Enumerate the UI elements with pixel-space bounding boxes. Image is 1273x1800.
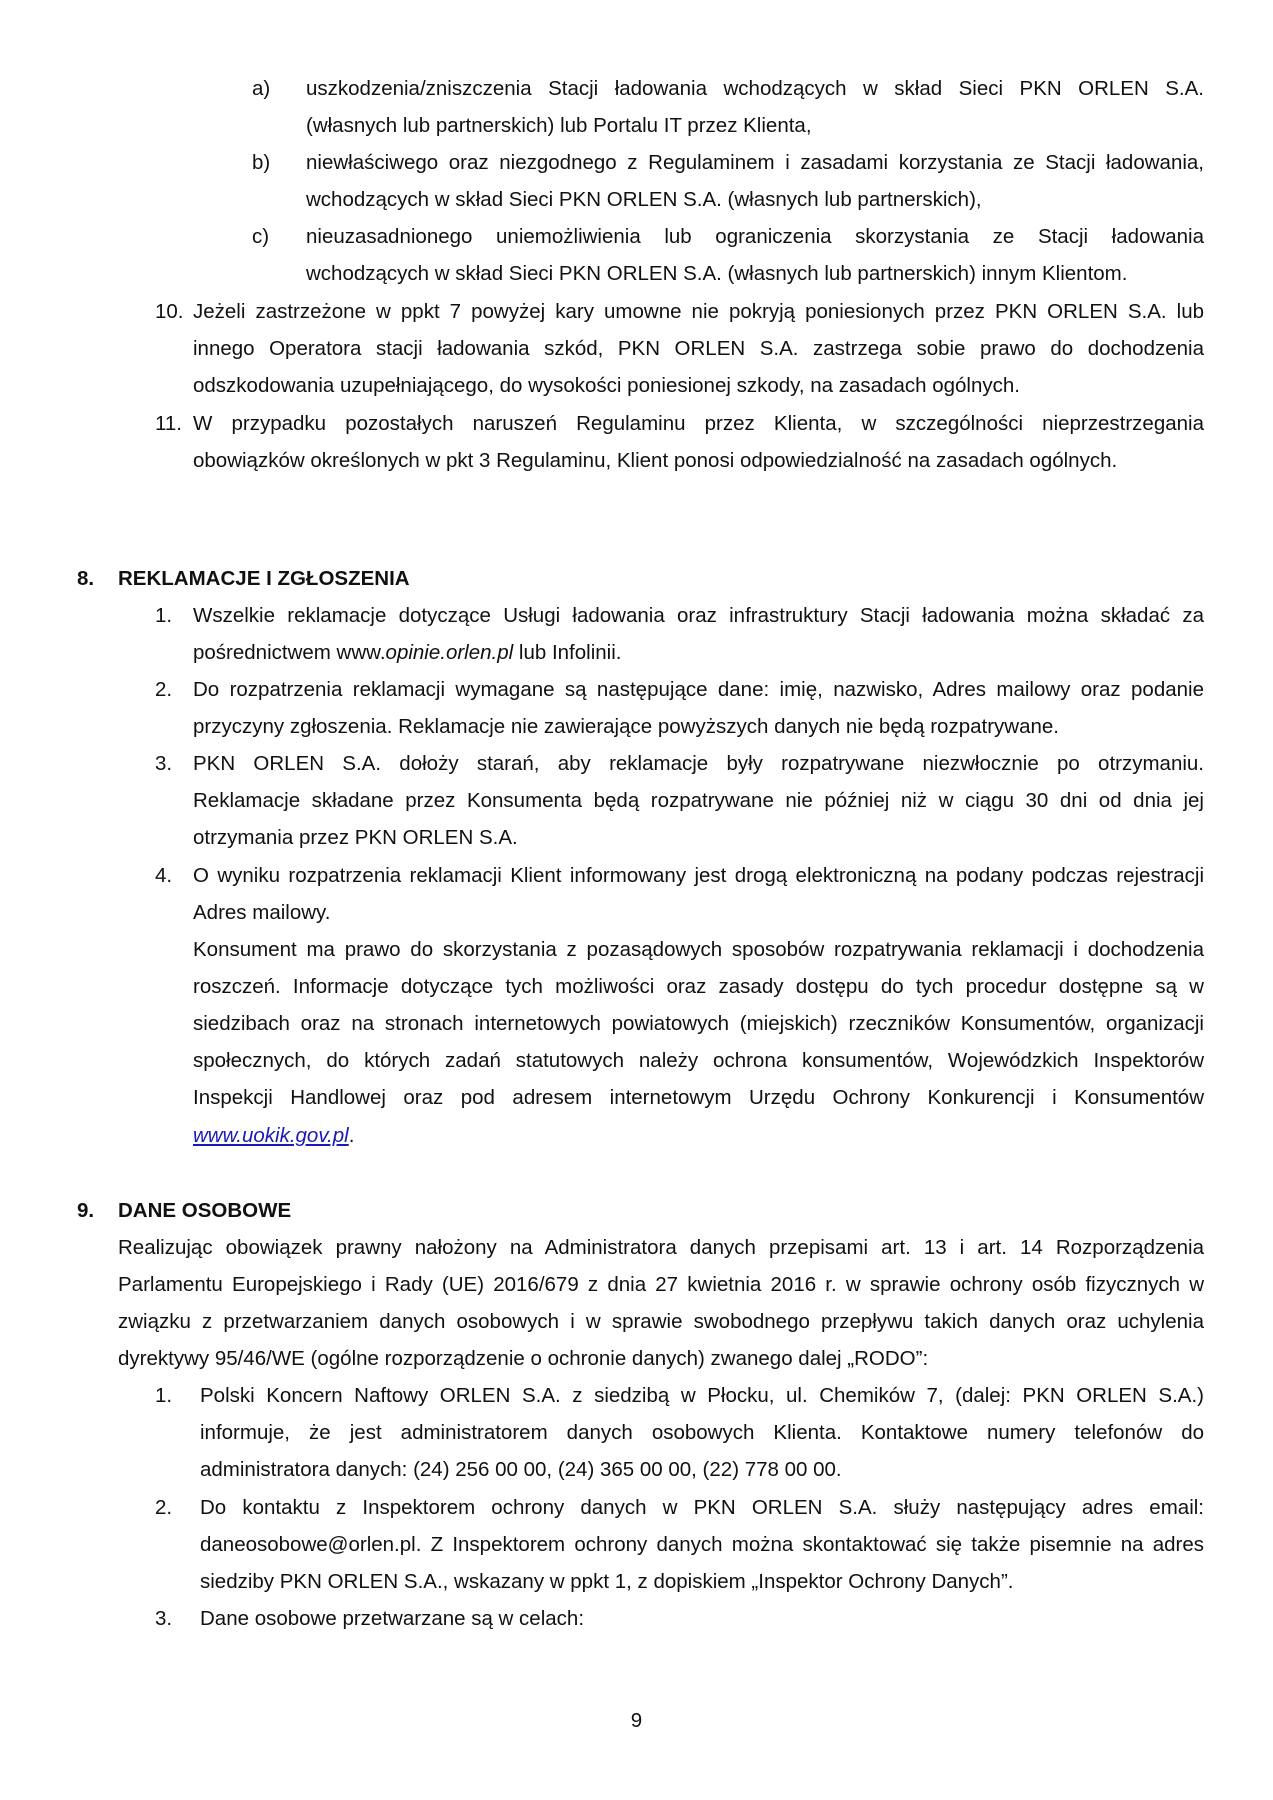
uokik-link[interactable]: www.uokik.gov.pl xyxy=(193,1124,349,1147)
text-line: wchodzących w skład Sieci PKN ORLEN S.A. (własnych lub partnerskich), xyxy=(306,188,982,211)
text-line: Konsument ma prawo do skorzystania z pozasądowych sposobów rozpatrywania reklamacji i dochodzenia xyxy=(193,938,1204,961)
text-line: daneosobowe@orlen.pl. Z Inspektorem ochrony danych można skontaktować się także pisemnie na adres xyxy=(200,1533,1204,1556)
text-line: siedziby PKN ORLEN S.A., wskazany w ppkt 1, z dopiskiem „Inspektor Ochrony Danych”. xyxy=(200,1570,1014,1593)
list-marker: 4. xyxy=(155,864,173,887)
list-marker: c) xyxy=(252,225,270,248)
text-fragment: lub Infolinii. xyxy=(513,641,622,664)
section-title: DANE OSOBOWE xyxy=(118,1199,292,1222)
section-title: REKLAMACJE I ZGŁOSZENIA xyxy=(118,567,410,590)
text-line: Inspekcji Handlowej oraz pod adresem internetowym Urzędu Ochrony Konkurencji i Konsumentów xyxy=(193,1086,1204,1109)
text-line xyxy=(193,634,621,671)
text-line: roszczeń. Informacje dotyczące tych możliwości oraz zasady dostępu do tych procedur dostępne są w xyxy=(193,975,1204,998)
text-line: Parlamentu Europejskiego i Rady (UE) 2016/679 z dnia 27 kwietnia 2016 r. w sprawie ochrony osób fizycznych w xyxy=(118,1273,1204,1296)
section-number: 9. xyxy=(77,1199,95,1222)
text-line: niewłaściwego oraz niezgodnego z Regulaminem i zasadami korzystania ze Stacji ładowania, xyxy=(306,151,1204,174)
list-marker: 1. xyxy=(155,1384,173,1407)
text-line: społecznych, do których zadań statutowych należy ochrona konsumentów, Wojewódzkich Inspektorów xyxy=(193,1049,1204,1072)
text-line: administratora danych: (24) 256 00 00, (24) 365 00 00, (22) 778 00 00. xyxy=(200,1458,842,1481)
text-line: dyrektywy 95/46/WE (ogólne rozporządzenie o ochronie danych) zwanego dalej „RODO”: xyxy=(118,1347,929,1370)
text-line: siedzibach oraz na stronach internetowych powiatowych (miejskich) rzeczników Konsumentów, organizacji xyxy=(193,1012,1204,1035)
website-name: opinie.orlen.pl xyxy=(385,641,514,664)
list-marker: 3. xyxy=(155,1607,173,1630)
page-number: 9 xyxy=(630,1709,643,1732)
text-line: informuje, że jest administratorem danych osobowych Klienta. Kontaktowe numery telefonów do xyxy=(200,1421,1204,1444)
text-line: O wyniku rozpatrzenia reklamacji Klient informowany jest drogą elektroniczną na podany podczas rejestracji xyxy=(193,864,1204,887)
text-line: Reklamacje składane przez Konsumenta będą rozpatrywane nie później niż w ciągu 30 dni od dnia jej xyxy=(193,789,1204,812)
text-fragment: . xyxy=(348,1124,355,1147)
text-fragment: pośrednictwem www. xyxy=(193,641,386,664)
section-number: 8. xyxy=(77,567,95,590)
text-line: Dane osobowe przetwarzane są w celach: xyxy=(200,1607,585,1630)
text-line: W przypadku pozostałych naruszeń Regulaminu przez Klienta, w szczególności nieprzestrzegania xyxy=(193,412,1204,435)
text-line: wchodzących w skład Sieci PKN ORLEN S.A. (własnych lub partnerskich) innym Klientom. xyxy=(306,262,1128,285)
list-marker: 1. xyxy=(155,604,173,627)
text-line: Wszelkie reklamacje dotyczące Usługi ładowania oraz infrastruktury Stacji ładowania można składać za xyxy=(193,604,1204,627)
text-line: Do rozpatrzenia reklamacji wymagane są następujące dane: imię, nazwisko, Adres mailowy oraz podanie xyxy=(193,678,1204,701)
list-marker: b) xyxy=(252,151,271,174)
text-line xyxy=(193,1117,354,1154)
text-line: Adres mailowy. xyxy=(193,901,331,924)
list-marker: 2. xyxy=(155,678,173,701)
text-line: Do kontaktu z Inspektorem ochrony danych w PKN ORLEN S.A. służy następujący adres email: xyxy=(200,1496,1204,1519)
text-line: obowiązków określonych w pkt 3 Regulaminu, Klient ponosi odpowiedzialność na zasadach ogólnych. xyxy=(193,449,1118,472)
list-marker: 3. xyxy=(155,752,173,775)
list-marker: 10. xyxy=(155,300,184,323)
text-line: Polski Koncern Naftowy ORLEN S.A. z siedzibą w Płocku, ul. Chemików 7, (dalej: PKN ORLEN S.A.) xyxy=(200,1384,1204,1407)
list-marker: a) xyxy=(252,77,271,100)
list-marker: 2. xyxy=(155,1496,173,1519)
text-line: innego Operatora stacji ładowania szkód, PKN ORLEN S.A. zastrzega sobie prawo do dochodzenia xyxy=(193,337,1204,360)
text-line: (własnych lub partnerskich) lub Portalu IT przez Klienta, xyxy=(306,114,812,137)
text-line: nieuzasadnionego uniemożliwienia lub ograniczenia skorzystania ze Stacji ładowania xyxy=(306,225,1204,248)
text-line: otrzymania przez PKN ORLEN S.A. xyxy=(193,826,518,849)
text-line: Jeżeli zastrzeżone w ppkt 7 powyżej kary umowne nie pokryją poniesionych przez PKN ORLEN S.A. lub xyxy=(193,300,1204,323)
list-marker: 11. xyxy=(155,412,182,435)
text-line: związku z przetwarzaniem danych osobowych i w sprawie swobodnego przepływu takich danych oraz uchylenia xyxy=(118,1310,1204,1333)
text-line: Realizując obowiązek prawny nałożony na Administratora danych przepisami art. 13 i art. 14 Rozporządzenia xyxy=(118,1236,1204,1259)
text-line: uszkodzenia/zniszczenia Stacji ładowania wchodzących w skład Sieci PKN ORLEN S.A. xyxy=(306,77,1204,100)
text-line: PKN ORLEN S.A. dołoży starań, aby reklamacje były rozpatrywane niezwłocznie po otrzymaniu. xyxy=(193,752,1204,775)
text-line: odszkodowania uzupełniającego, do wysokości poniesionej szkody, na zasadach ogólnych. xyxy=(193,374,1020,397)
text-line: przyczyny zgłoszenia. Reklamacje nie zawierające powyższych danych nie będą rozpatrywane. xyxy=(193,715,1059,738)
